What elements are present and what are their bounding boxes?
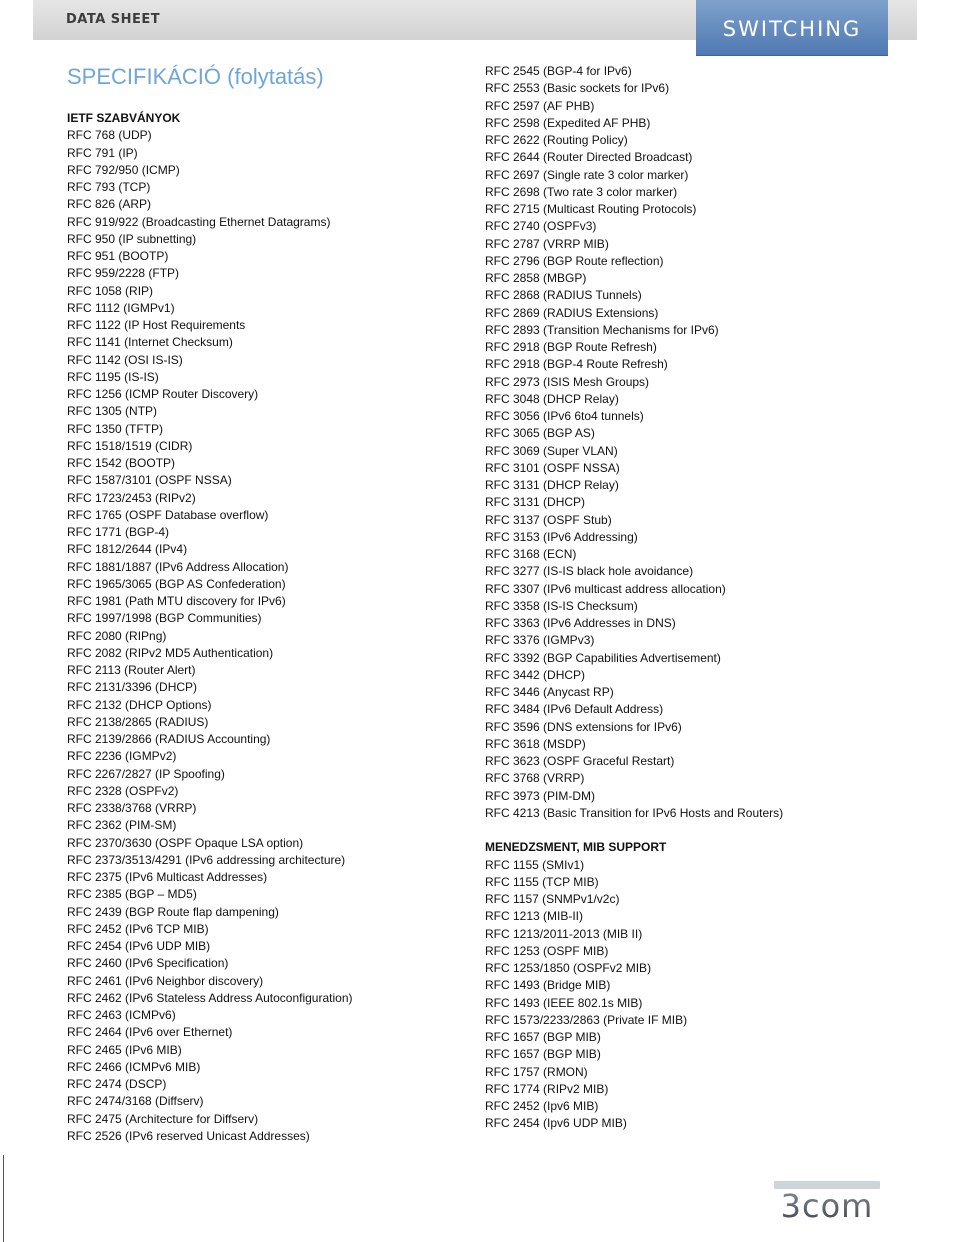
rfc-list-item: RFC 2131/3396 (DHCP)	[67, 680, 198, 695]
mib-list-item: RFC 2452 (Ipv6 MIB)	[485, 1099, 599, 1113]
rfc-list-item: RFC 2375 (IPv6 Multicast Addresses)	[67, 870, 268, 884]
rfc-list-item: RFC 3153 (IPv6 Addressing)	[485, 529, 638, 544]
section-spacer	[485, 822, 783, 839]
rfc-list-item: RFC 2465 (IPv6 MIB)	[67, 1042, 182, 1057]
rfc-list-item: RFC 950 (IP subnetting)	[67, 231, 197, 246]
rfc-list-item: RFC 2461 (IPv6 Neighbor discovery)	[67, 973, 264, 988]
3com-logo	[766, 1175, 888, 1223]
rfc-list-item: RFC 1812/2644 (IPv4)	[67, 542, 188, 557]
mib-heading: MENEDZSMENT, MIB SUPPORT	[485, 840, 667, 855]
rfc-list-item: RFC 2740 (OSPFv3)	[485, 219, 597, 234]
rfc-list-item: RFC 3131 (DHCP Relay)	[485, 478, 619, 492]
rfc-list-item: RFC 3056 (IPv6 6to4 tunnels)	[485, 409, 644, 423]
rfc-list-item: RFC 3618 (MSDP)	[485, 736, 586, 751]
mib-list-item: RFC 1774 (RIPv2 MIB)	[485, 1081, 609, 1096]
rfc-list-item: RFC 1587/3101 (OSPF NSSA)	[67, 473, 232, 488]
rfc-list-item: RFC 3446 (Anycast RP)	[485, 685, 614, 699]
rfc-list-item: RFC 1350 (TFTP)	[67, 421, 164, 436]
rfc-list-item: RFC 2698 (Two rate 3 color marker)	[485, 184, 678, 199]
rfc-list-item: RFC 3623 (OSPF Graceful Restart)	[485, 754, 675, 768]
rfc-list-item: RFC 1542 (BOOTP)	[67, 456, 176, 470]
rfc-list-item: RFC 2362 (PIM-SM)	[67, 818, 177, 833]
rfc-list-item: RFC 1305 (NTP)	[67, 404, 158, 419]
margin-rule	[3, 1155, 4, 1242]
rfc-list-item: RFC 2545 (BGP-4 for IPv6)	[485, 64, 632, 78]
rfc-list-item: RFC 3069 (Super VLAN)	[485, 443, 618, 458]
rfc-list-item: RFC 2918 (BGP-4 Route Refresh)	[485, 357, 668, 372]
rfc-list-item: RFC 1141 (Internet Checksum)	[67, 335, 233, 350]
rfc-list-item: RFC 1058 (RIP)	[67, 283, 154, 298]
rfc-list-item: RFC 2622 (Routing Policy)	[485, 133, 628, 147]
rfc-list-item: RFC 2385 (BGP – MD5)	[67, 887, 197, 902]
rfc-list-item: RFC 2973 (ISIS Mesh Groups)	[485, 374, 650, 389]
rfc-list-item: RFC 2526 (IPv6 reserved Unicast Addresses)	[67, 1128, 310, 1143]
mib-list-item: RFC 1757 (RMON)	[485, 1064, 588, 1079]
rfc-list-item: RFC 919/922 (Broadcasting Ethernet Datagrams)	[67, 214, 331, 229]
rfc-list-item: RFC 2452 (IPv6 TCP MIB)	[67, 921, 209, 936]
rfc-list-item: RFC 791 (IP)	[67, 145, 138, 160]
rfc-list-item: RFC 3392 (BGP Capabilities Advertisement)	[485, 650, 721, 665]
rfc-list-item: RFC 951 (BOOTP)	[67, 249, 169, 263]
rfc-list-item: RFC 3131 (DHCP)	[485, 495, 586, 510]
rfc-list-item: RFC 2475 (Architecture for Diffserv)	[67, 1111, 259, 1126]
page-title: SPECIFIKÁCIÓ (folytatás)	[67, 64, 324, 89]
mib-list-item: RFC 1213/2011-2013 (MIB II)	[485, 926, 643, 941]
rfc-list-item: RFC 2082 (RIPv2 MD5 Authentication)	[67, 645, 274, 660]
logo-wordmark: 3com	[780, 1187, 874, 1223]
rfc-list-item: RFC 2267/2827 (IP Spoofing)	[67, 766, 225, 781]
data-sheet-label: DATA SHEET	[66, 12, 161, 27]
rfc-list-item: RFC 2439 (BGP Route flap dampening)	[67, 904, 279, 919]
rfc-list-item: RFC 2138/2865 (RADIUS)	[67, 714, 209, 729]
ietf-list-left	[67, 127, 353, 1145]
rfc-list-item: RFC 2893 (Transition Mechanisms for IPv6)	[485, 322, 719, 337]
rfc-list-item: RFC 2139/2866 (RADIUS Accounting)	[67, 732, 271, 746]
rfc-list-item: RFC 792/950 (ICMP)	[67, 162, 180, 177]
rfc-list-item: RFC 2474/3168 (Diffserv)	[67, 1094, 204, 1109]
mib-list-item: RFC 1253/1850 (OSPFv2 MIB)	[485, 961, 652, 975]
rfc-list-item: RFC 2338/3768 (VRRP)	[67, 801, 197, 815]
rfc-list-item: RFC 2697 (Single rate 3 color marker)	[485, 167, 689, 182]
mib-list-item: RFC 1657 (BGP MIB)	[485, 1030, 601, 1044]
rfc-list-item: RFC 2460 (IPv6 Specification)	[67, 956, 229, 971]
rfc-list-item: RFC 2113 (Router Alert)	[67, 663, 196, 677]
rfc-list-item: RFC 2644 (Router Directed Broadcast)	[485, 150, 693, 165]
rfc-list-item: RFC 1256 (ICMP Router Discovery)	[67, 387, 259, 401]
right-column	[485, 63, 783, 1133]
rfc-list-item: RFC 3137 (OSPF Stub)	[485, 512, 612, 527]
rfc-list-item: RFC 2466 (ICMPv6 MIB)	[67, 1059, 201, 1074]
mib-list-item: RFC 2454 (Ipv6 UDP MIB)	[485, 1116, 627, 1131]
ietf-list-right	[485, 63, 783, 822]
category-banner	[696, 0, 888, 56]
rfc-list-item: RFC 2463 (ICMPv6)	[67, 1008, 176, 1022]
rfc-list-item: RFC 1771 (BGP-4)	[67, 525, 170, 539]
rfc-list-item: RFC 1723/2453 (RIPv2)	[67, 490, 196, 505]
rfc-list-item: RFC 2858 (MBGP)	[485, 271, 587, 285]
rfc-list-item: RFC 2080 (RIPng)	[67, 628, 167, 643]
rfc-list-item: RFC 4213 (Basic Transition for IPv6 Hosts and Routers)	[485, 805, 784, 820]
rfc-list-item: RFC 1112 (IGMPv1)	[67, 300, 175, 315]
mib-list-item: RFC 1157 (SNMPv1/v2c)	[485, 892, 620, 906]
category-label: SWITCHING	[722, 17, 862, 41]
mib-list-item: RFC 1573/2233/2863 (Private IF MIB)	[485, 1012, 688, 1027]
rfc-list-item: RFC 2454 (IPv6 UDP MIB)	[67, 939, 211, 953]
rfc-list-item: RFC 793 (TCP)	[67, 180, 151, 194]
rfc-list-item: RFC 2553 (Basic sockets for IPv6)	[485, 81, 670, 96]
rfc-list-item: RFC 1142 (OSI IS-IS)	[67, 352, 183, 367]
rfc-list-item: RFC 1997/1998 (BGP Communities)	[67, 611, 262, 626]
rfc-list-item: RFC 3307 (IPv6 multicast address allocation)	[485, 581, 726, 596]
3com-logo-icon	[766, 1175, 888, 1223]
rfc-list-item: RFC 1881/1887 (IPv6 Address Allocation)	[67, 559, 289, 574]
mib-list	[485, 857, 783, 1133]
rfc-list-item: RFC 3358 (IS-IS Checksum)	[485, 598, 638, 613]
rfc-list-item: RFC 2236 (IGMPv2)	[67, 749, 177, 764]
mib-list-item: RFC 1155 (TCP MIB)	[485, 874, 599, 889]
mib-list-item: RFC 1493 (IEEE 802.1s MIB)	[485, 995, 643, 1010]
rfc-list-item: RFC 3768 (VRRP)	[485, 771, 585, 786]
rfc-list-item: RFC 826 (ARP)	[67, 197, 152, 212]
mib-list-item: RFC 1155 (SMIv1)	[485, 857, 585, 872]
rfc-list-item: RFC 3065 (BGP AS)	[485, 426, 595, 441]
rfc-list-item: RFC 2869 (RADIUS Extensions)	[485, 305, 659, 320]
rfc-list-item: RFC 2918 (BGP Route Refresh)	[485, 340, 657, 354]
rfc-list-item: RFC 3596 (DNS extensions for IPv6)	[485, 719, 682, 734]
rfc-list-item: RFC 2597 (AF PHB)	[485, 98, 595, 113]
rfc-list-item: RFC 3168 (ECN)	[485, 547, 577, 561]
rfc-list-item: RFC 3277 (IS-IS black hole avoidance)	[485, 564, 694, 579]
rfc-list-item: RFC 1981 (Path MTU discovery for IPv6)	[67, 594, 286, 608]
mib-list-item: RFC 1253 (OSPF MIB)	[485, 943, 609, 958]
rfc-list-item: RFC 2373/3513/4291 (IPv6 addressing architecture)	[67, 852, 346, 867]
rfc-list-item: RFC 2868 (RADIUS Tunnels)	[485, 288, 642, 303]
rfc-list-item: RFC 3973 (PIM-DM)	[485, 788, 596, 803]
mib-list-item: RFC 1213 (MIB-II)	[485, 909, 584, 924]
rfc-list-item: RFC 959/2228 (FTP)	[67, 266, 180, 281]
rfc-list-item: RFC 3101 (OSPF NSSA)	[485, 460, 620, 475]
mib-list-item: RFC 1493 (Bridge MIB)	[485, 978, 611, 993]
rfc-list-item: RFC 3442 (DHCP)	[485, 667, 586, 682]
rfc-list-item: RFC 3484 (IPv6 Default Address)	[485, 702, 664, 717]
rfc-list-item: RFC 2796 (BGP Route reflection)	[485, 253, 664, 268]
rfc-list-item: RFC 1965/3065 (BGP AS Confederation)	[67, 576, 286, 591]
rfc-list-item: RFC 3376 (IGMPv3)	[485, 633, 595, 648]
left-column	[67, 110, 353, 1145]
rfc-list-item: RFC 2132 (DHCP Options)	[67, 697, 212, 712]
rfc-list-item: RFC 2474 (DSCP)	[67, 1077, 167, 1091]
rfc-list-item: RFC 3363 (IPv6 Addresses in DNS)	[485, 616, 676, 630]
rfc-list-item: RFC 1518/1519 (CIDR)	[67, 438, 193, 453]
rfc-list-item: RFC 3048 (DHCP Relay)	[485, 391, 619, 406]
rfc-list-item: RFC 2370/3630 (OSPF Opaque LSA option)	[67, 835, 304, 850]
rfc-list-item: RFC 1122 (IP Host Requirements	[67, 318, 246, 332]
rfc-list-item: RFC 1195 (IS-IS)	[67, 369, 159, 384]
rfc-list-item: RFC 768 (UDP)	[67, 128, 152, 143]
mib-list-item: RFC 1657 (BGP MIB)	[485, 1047, 601, 1062]
rfc-list-item: RFC 2464 (IPv6 over Ethernet)	[67, 1025, 233, 1040]
rfc-list-item: RFC 2328 (OSPFv2)	[67, 783, 179, 798]
rfc-list-item: RFC 2787 (VRRP MIB)	[485, 236, 609, 251]
ietf-heading: IETF SZABVÁNYOK	[67, 111, 181, 125]
rfc-list-item: RFC 1765 (OSPF Database overflow)	[67, 507, 269, 522]
rfc-list-item: RFC 2715 (Multicast Routing Protocols)	[485, 202, 697, 216]
rfc-list-item: RFC 2598 (Expedited AF PHB)	[485, 115, 651, 130]
rfc-list-item: RFC 2462 (IPv6 Stateless Address Autoconfiguration)	[67, 990, 353, 1005]
